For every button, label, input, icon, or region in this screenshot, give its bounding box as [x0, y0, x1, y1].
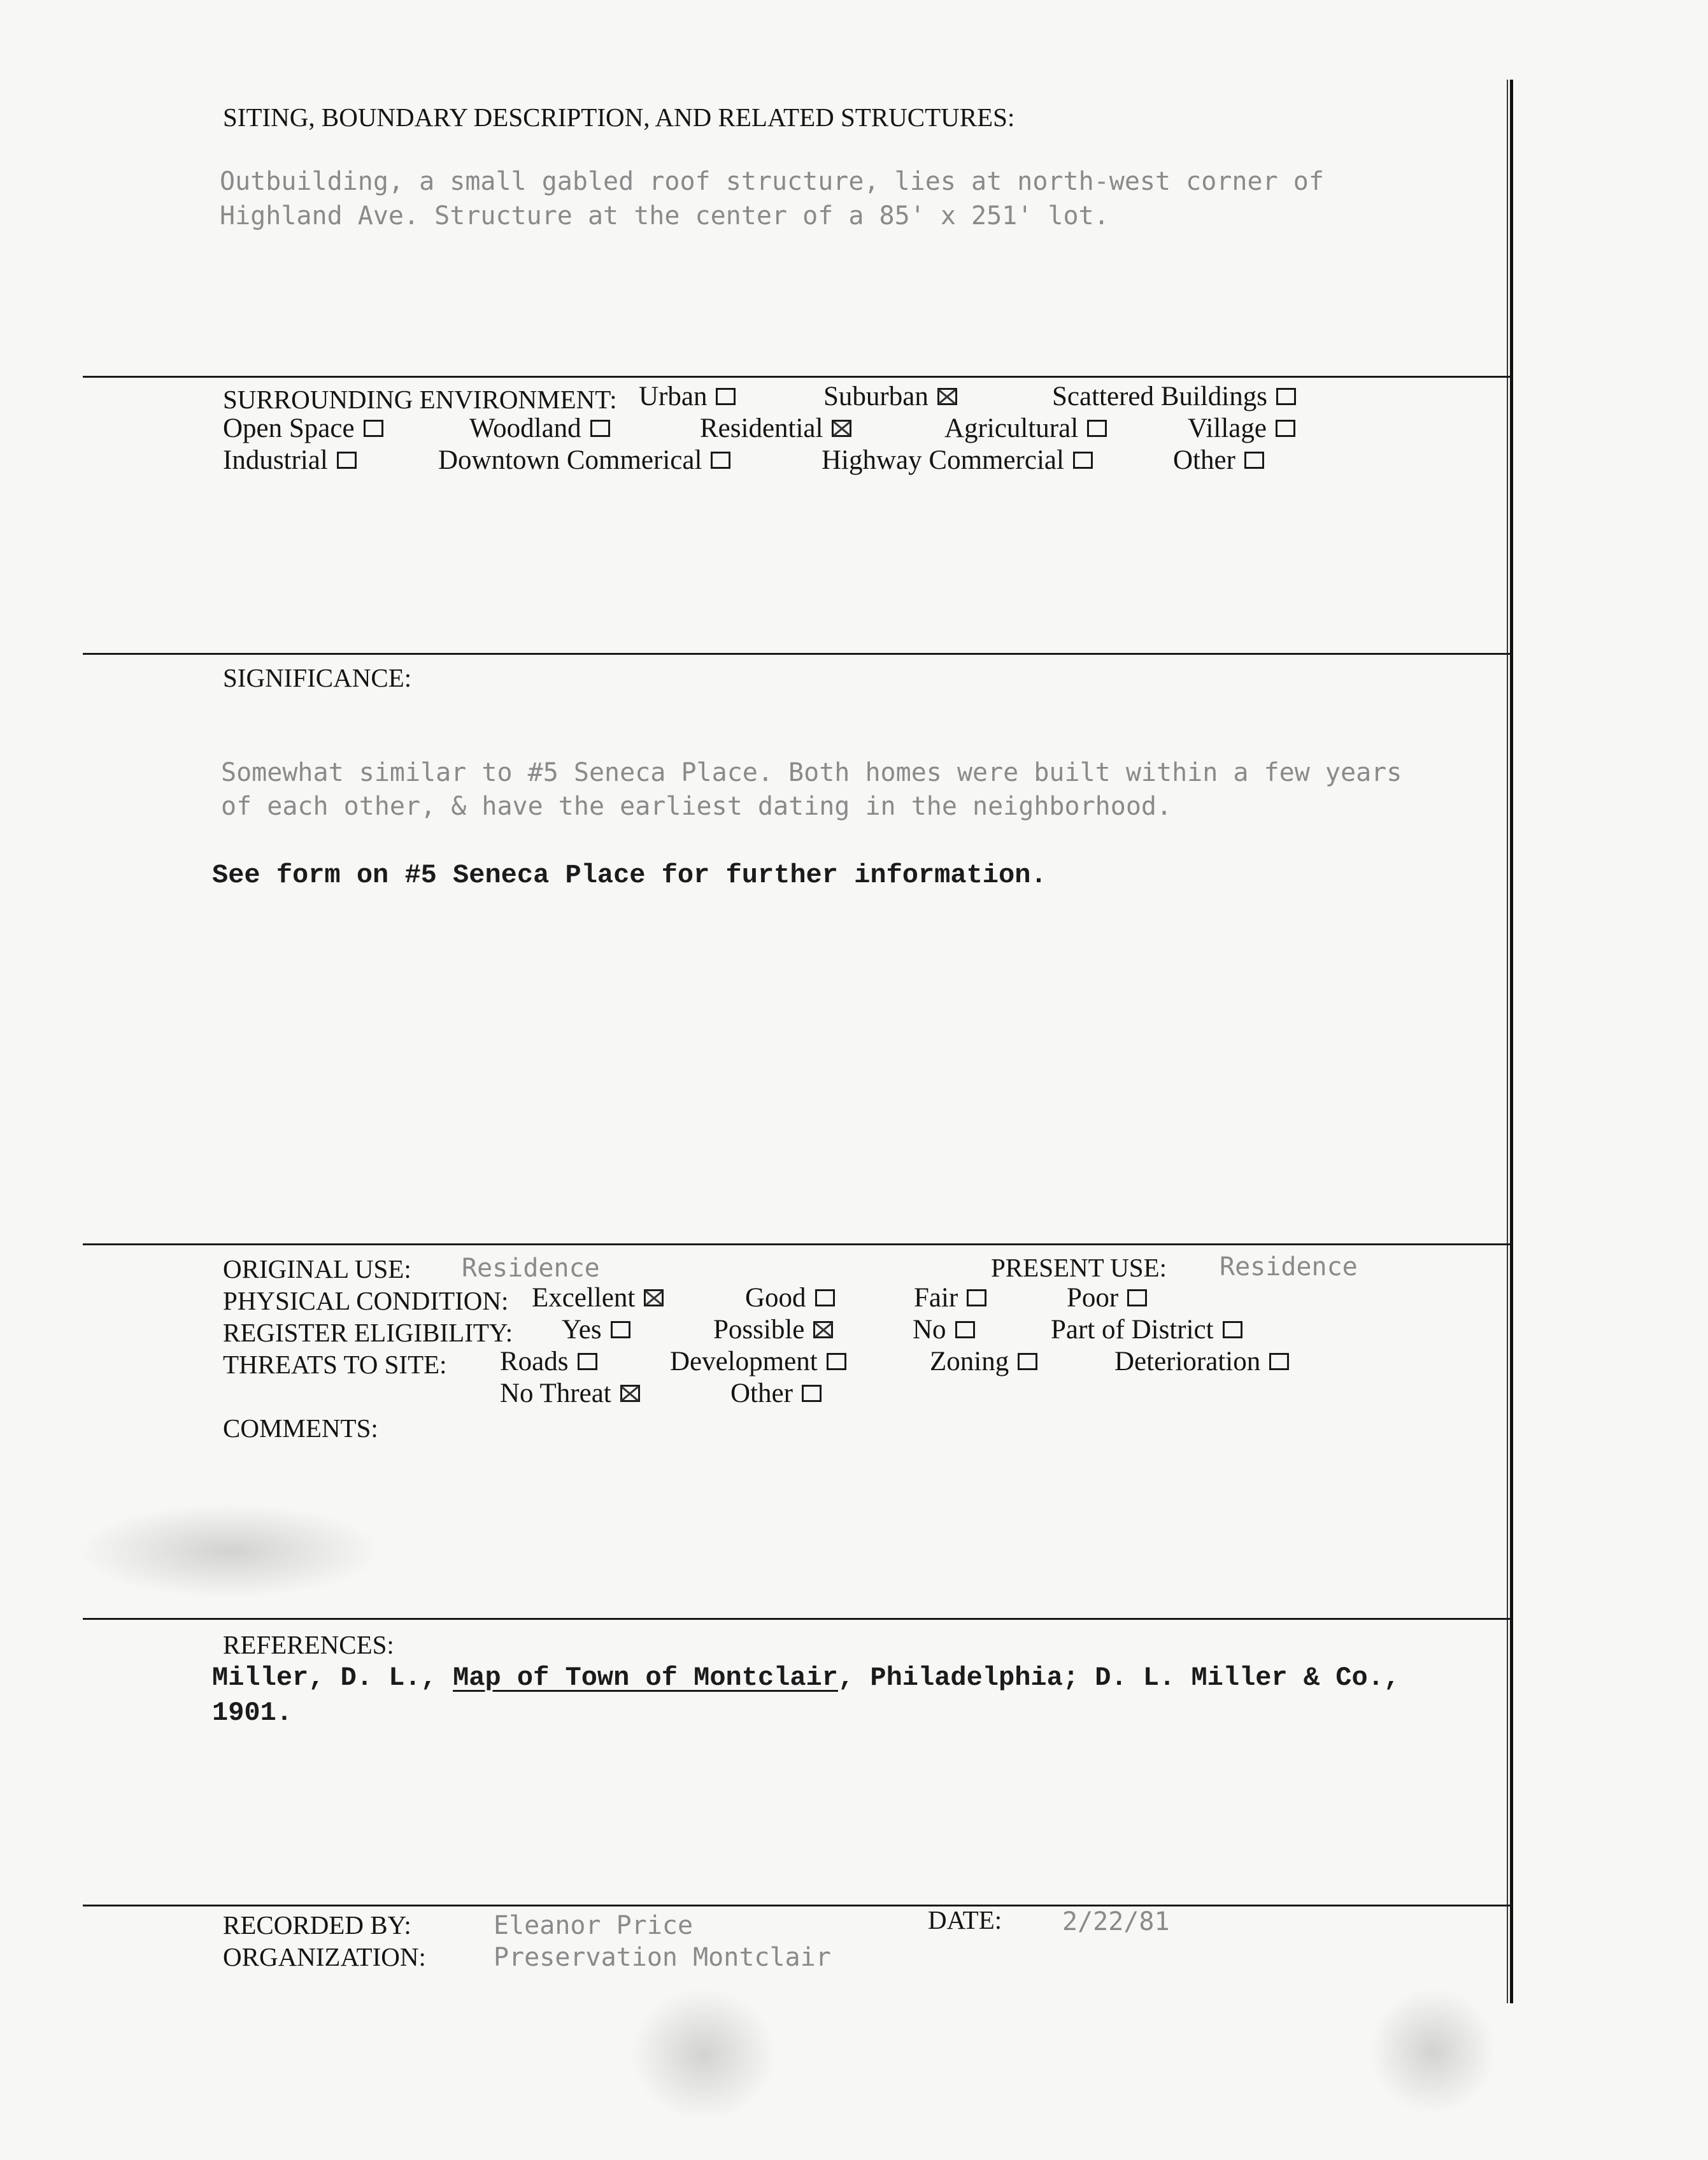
comments-label: COMMENTS: [223, 1413, 378, 1443]
option-residential[interactable]: Residential [700, 413, 851, 444]
significance-text-line-2: of each other, & have the earliest dating in the neighborhood. [221, 792, 1172, 821]
checkbox-industrial[interactable] [337, 452, 357, 469]
option-woodland[interactable]: Woodland [469, 413, 610, 444]
right-border-line-heavy [1510, 80, 1513, 2003]
section-divider [83, 1618, 1511, 1620]
significance-text-line-1: Somewhat similar to #5 Seneca Place. Both homes were built within a few years [221, 758, 1402, 787]
option-highway-commercial[interactable]: Highway Commercial [822, 445, 1093, 476]
references-heading: REFERENCES: [223, 1630, 394, 1659]
checkbox-open-space[interactable] [364, 420, 383, 437]
option-downtown-commercial[interactable]: Downtown Commerical [438, 445, 730, 476]
option-zoning[interactable]: Zoning [930, 1346, 1037, 1377]
option-agricultural[interactable]: Agricultural [944, 413, 1107, 444]
recorded-by-value: Eleanor Price [494, 1911, 694, 1940]
option-development[interactable]: Development [670, 1346, 846, 1377]
right-border-line [1507, 80, 1508, 2003]
threats-label: THREATS TO SITE: [223, 1350, 447, 1379]
physical-condition-label: PHYSICAL CONDITION: [223, 1286, 509, 1315]
checkbox-agricultural[interactable] [1087, 420, 1107, 437]
option-other-threat[interactable]: Other [730, 1378, 822, 1409]
option-open-space[interactable]: Open Space [223, 413, 383, 444]
option-suburban[interactable]: Suburban [823, 381, 957, 412]
option-deterioration[interactable]: Deterioration [1114, 1346, 1289, 1377]
register-eligibility-label: REGISTER ELIGIBILITY: [223, 1318, 513, 1347]
section-divider [83, 1243, 1511, 1245]
references-author: Miller, D. L., [212, 1663, 453, 1693]
checkbox-other-threat[interactable] [802, 1385, 822, 1402]
checkbox-good[interactable] [815, 1289, 835, 1306]
present-use-value: Residence [1220, 1252, 1358, 1282]
checkbox-fair[interactable] [967, 1289, 986, 1306]
smudge [1369, 1987, 1497, 2115]
references-publisher: , Philadelphia; D. L. Miller & Co., [837, 1663, 1400, 1693]
references-text-line-1 [212, 1663, 1400, 1693]
option-scattered-buildings[interactable]: Scattered Buildings [1052, 381, 1296, 412]
option-part-of-district[interactable]: Part of District [1051, 1314, 1242, 1345]
recorded-by-label: RECORDED BY: [223, 1910, 411, 1940]
option-possible[interactable]: Possible [713, 1314, 833, 1345]
checkbox-no-threat[interactable] [620, 1385, 640, 1402]
option-no[interactable]: No [913, 1314, 975, 1345]
checkbox-zoning[interactable] [1018, 1353, 1037, 1370]
option-village[interactable]: Village [1188, 413, 1295, 444]
checkbox-possible[interactable] [813, 1321, 833, 1338]
references-title: Map of Town of Montclair [453, 1663, 838, 1693]
checkbox-part-of-district[interactable] [1223, 1321, 1242, 1338]
date-label: DATE: [928, 1905, 1002, 1935]
option-good[interactable]: Good [745, 1282, 835, 1313]
checkbox-yes[interactable] [611, 1321, 630, 1338]
option-no-threat[interactable]: No Threat [500, 1378, 640, 1409]
surrounding-heading: SURROUNDING ENVIRONMENT: [223, 385, 617, 414]
option-roads[interactable]: Roads [500, 1346, 597, 1377]
checkbox-downtown-commercial[interactable] [711, 452, 730, 469]
option-excellent[interactable]: Excellent [532, 1282, 664, 1313]
checkbox-urban[interactable] [716, 388, 736, 405]
references-text-line-2: 1901. [212, 1698, 293, 1728]
checkbox-poor[interactable] [1127, 1289, 1147, 1306]
checkbox-suburban[interactable] [937, 388, 957, 405]
significance-heading: SIGNIFICANCE: [223, 663, 412, 692]
option-fair[interactable]: Fair [914, 1282, 986, 1313]
option-yes[interactable]: Yes [562, 1314, 630, 1345]
section-divider [83, 1905, 1511, 1906]
smudge [76, 1503, 382, 1599]
checkbox-residential[interactable] [832, 420, 851, 437]
significance-text-line-3: See form on #5 Seneca Place for further information. [212, 860, 1047, 890]
option-other-environment[interactable]: Other [1173, 445, 1264, 476]
organization-label: ORGANIZATION: [223, 1942, 426, 1971]
checkbox-deterioration[interactable] [1269, 1353, 1289, 1370]
siting-heading: SITING, BOUNDARY DESCRIPTION, AND RELATED STRUCTURES: [223, 103, 1015, 132]
checkbox-scattered-buildings[interactable] [1276, 388, 1296, 405]
checkbox-highway-commercial[interactable] [1073, 452, 1093, 469]
option-urban[interactable]: Urban [639, 381, 736, 412]
section-divider [83, 376, 1511, 378]
checkbox-no[interactable] [955, 1321, 975, 1338]
organization-value: Preservation Montclair [494, 1943, 831, 1972]
checkbox-development[interactable] [827, 1353, 846, 1370]
present-use-label: PRESENT USE: [991, 1253, 1167, 1282]
checkbox-other-environment[interactable] [1244, 452, 1264, 469]
option-poor[interactable]: Poor [1067, 1282, 1147, 1313]
section-divider [83, 653, 1511, 655]
date-value: 2/22/81 [1062, 1907, 1170, 1936]
smudge [630, 1987, 777, 2121]
siting-text-line-2: Highland Ave. Structure at the center of a 85' x 251' lot. [220, 201, 1109, 231]
checkbox-excellent[interactable] [644, 1289, 664, 1306]
checkbox-village[interactable] [1276, 420, 1295, 437]
option-industrial[interactable]: Industrial [223, 445, 357, 476]
checkbox-roads[interactable] [578, 1353, 597, 1370]
siting-text-line-1: Outbuilding, a small gabled roof structure, lies at north-west corner of [220, 167, 1324, 196]
checkbox-woodland[interactable] [590, 420, 610, 437]
original-use-label: ORIGINAL USE: [223, 1254, 411, 1284]
original-use-value: Residence [462, 1254, 600, 1283]
